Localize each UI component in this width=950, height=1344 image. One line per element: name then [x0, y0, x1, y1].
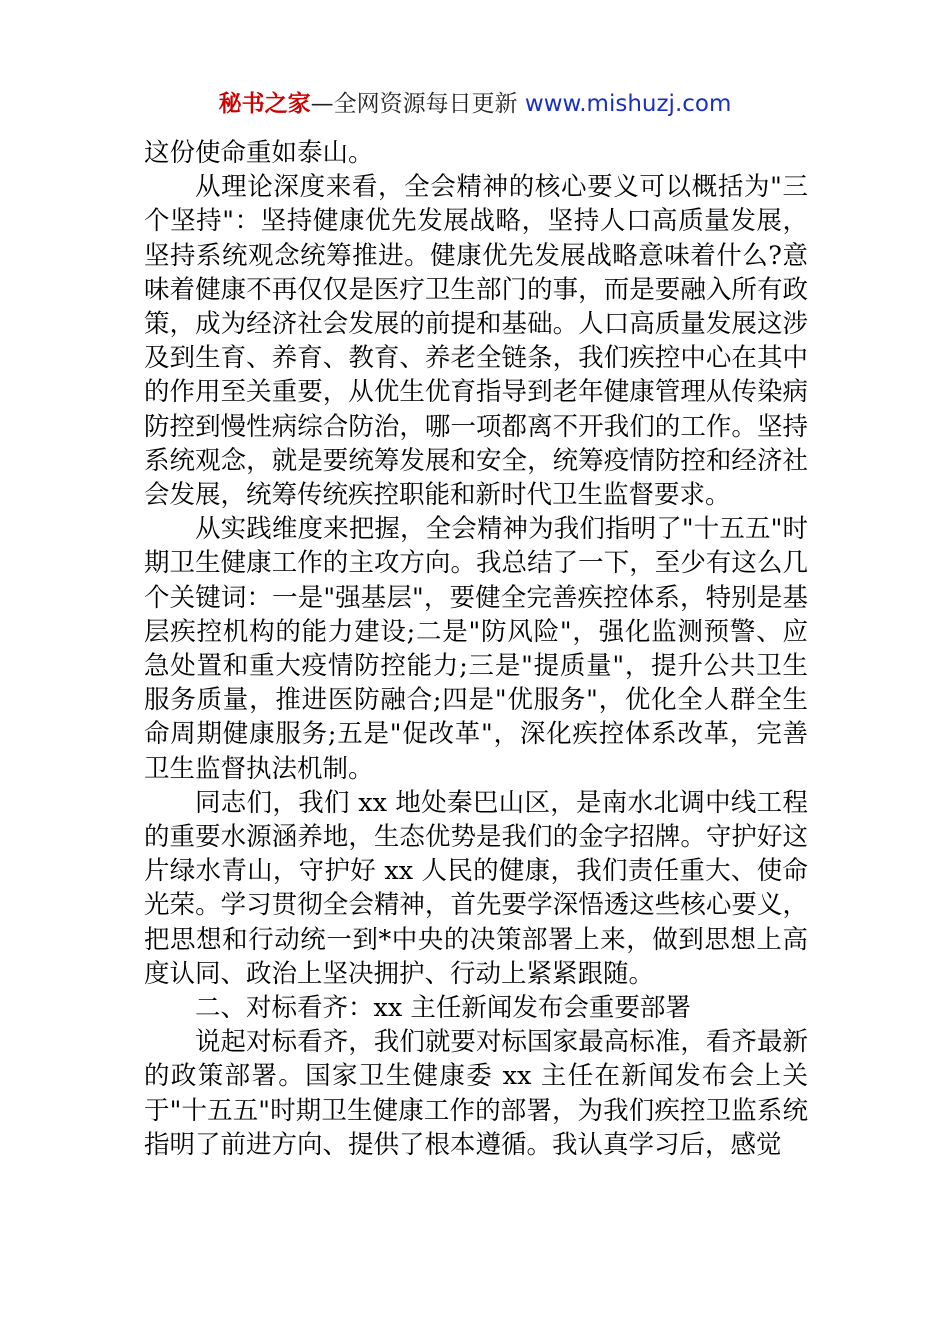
paragraph-theory: 从理论深度来看，全会精神的核心要义可以概括为"三个坚持"：坚持健康优先发展战略，坚持人口高质量发展，坚持系统观念统筹推进。健康优先发展战略意味着什么?意味着健康不再仅仅是医疗卫生部门的事，而是要融入所有政策，成为经济社会发展的前提和基础。人口高质量发展这涉及到生育、养育、教育、养老全链条，我们疾控中心在其中的作用至关重要，从优生优育指导到老年健康管理从传染病防控到慢性病综合防治，哪一项都离不开我们的工作。坚持系统观念，就是要统筹发展和安全，统筹疫情防控和经济社会发展，统筹传统疾控职能和新时代卫生监督要求。 — [144, 172, 808, 511]
document-body — [144, 136, 808, 1162]
section-heading: 二、对标看齐：xx 主任新闻发布会重要部署 — [195, 993, 691, 1024]
paragraph-continuation: 这份使命重如泰山。 — [144, 138, 374, 168]
header-brand: 秘书之家 — [218, 91, 311, 117]
paragraph-comrades: 同志们，我们 xx 地处秦巴山区，是南水北调中线工程的重要水源涵养地，生态优势是我们的金字招牌。守护好这片绿水青山，守护好 xx 人民的健康，我们责任重大、使命光荣。学习贯彻全会精神，首先要学深悟透这些核心要义，把思想和行动统一到*中央的决策部署上来，做到思想上高度认同、政治上坚决拥护、行动上紧紧跟随。 — [144, 787, 808, 989]
header-url-link[interactable]: www.mishuzj.com — [524, 91, 732, 117]
page-header — [0, 86, 950, 122]
paragraph-benchmark: 说起对标看齐，我们就要对标国家最高标准，看齐最新的政策部署。国家卫生健康委 xx 主任在新闻发布会上关于"十五五"时期卫生健康工作的部署，为我们疾控卫监系统指明了前进方向、提供了根本遵循。我认真学习后，感觉 — [144, 1027, 808, 1160]
paragraph-practice: 从实践维度来把握，全会精神为我们指明了"十五五"时期卫生健康工作的主攻方向。我总结了一下，至少有这么几个关键词：一是"强基层"，要健全完善疾控体系，特别是基层疾控机构的能力建设;二是"防风险"，强化监测预警、应急处置和重大疫情防控能力;三是"提质量"，提升公共卫生服务质量，推进医防融合;四是"优服务"，优化全人群全生命周期健康服务;五是"促改革"，深化疾控体系改革，完善卫生监督执法机制。 — [144, 514, 808, 784]
header-tagline: —全网资源每日更新 — [310, 91, 518, 117]
